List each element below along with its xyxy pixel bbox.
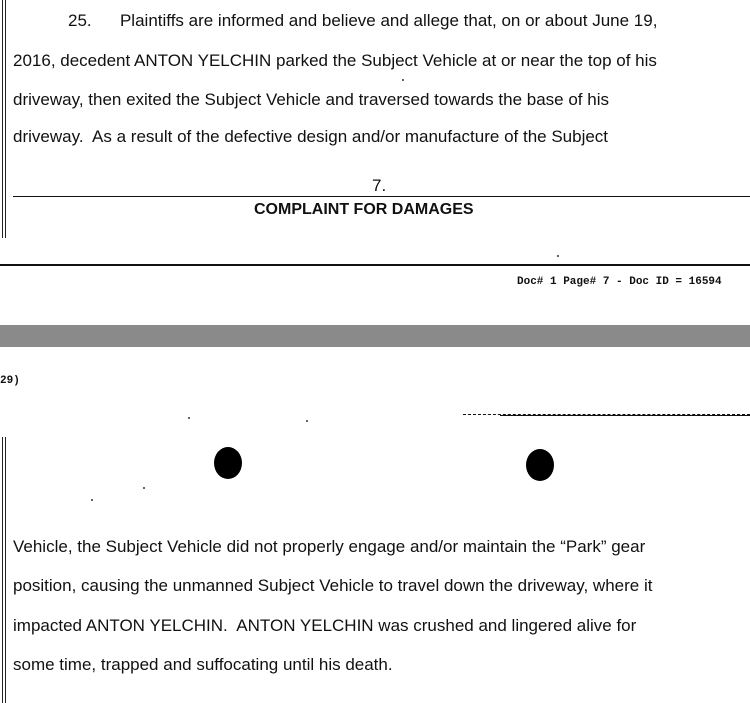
- page-separator: [0, 325, 750, 347]
- speck: [306, 420, 308, 422]
- top-rule-fragment-solid: [500, 415, 750, 416]
- left-margin-line: [2, 0, 3, 238]
- speck: [188, 417, 190, 419]
- speck: [557, 255, 559, 257]
- left-margin-line-inner: [5, 437, 6, 703]
- punch-hole: [214, 447, 242, 479]
- footer-rule: [13, 196, 750, 197]
- speck: [402, 79, 404, 81]
- page-bottom-rule: [0, 264, 750, 266]
- footer-title: COMPLAINT FOR DAMAGES: [254, 201, 474, 218]
- speck: [143, 487, 145, 489]
- punch-hole: [526, 449, 554, 481]
- left-margin-line: [2, 437, 3, 703]
- header-fragment: 29): [0, 375, 20, 387]
- page-number: 7.: [372, 176, 387, 195]
- paragraph-line: impacted ANTON YELCHIN. ANTON YELCHIN was crushed and lingered alive for: [13, 616, 637, 635]
- paragraph-line: driveway, then exited the Subject Vehicle and traversed towards the base of his: [13, 90, 609, 109]
- speck: [91, 499, 93, 501]
- left-margin-line-inner: [5, 0, 6, 238]
- paragraph-line: 25. Plaintiffs are informed and believe and allege that, on or about June 19,: [68, 11, 658, 30]
- paragraph-line: 2016, decedent ANTON YELCHIN parked the Subject Vehicle at or near the top of his: [13, 51, 657, 70]
- paragraph-line: some time, trapped and suffocating until his death.: [13, 655, 393, 674]
- doc-stamp: Doc# 1 Page# 7 - Doc ID = 16594: [517, 276, 722, 288]
- paragraph-line: driveway. As a result of the defective design and/or manufacture of the Subject: [13, 127, 609, 146]
- bottom-page: [0, 347, 750, 703]
- paragraph-line: Vehicle, the Subject Vehicle did not properly engage and/or maintain the “Park” gear: [13, 537, 646, 556]
- top-page: [0, 0, 750, 325]
- paragraph-line: position, causing the unmanned Subject Vehicle to travel down the driveway, where it: [13, 576, 653, 595]
